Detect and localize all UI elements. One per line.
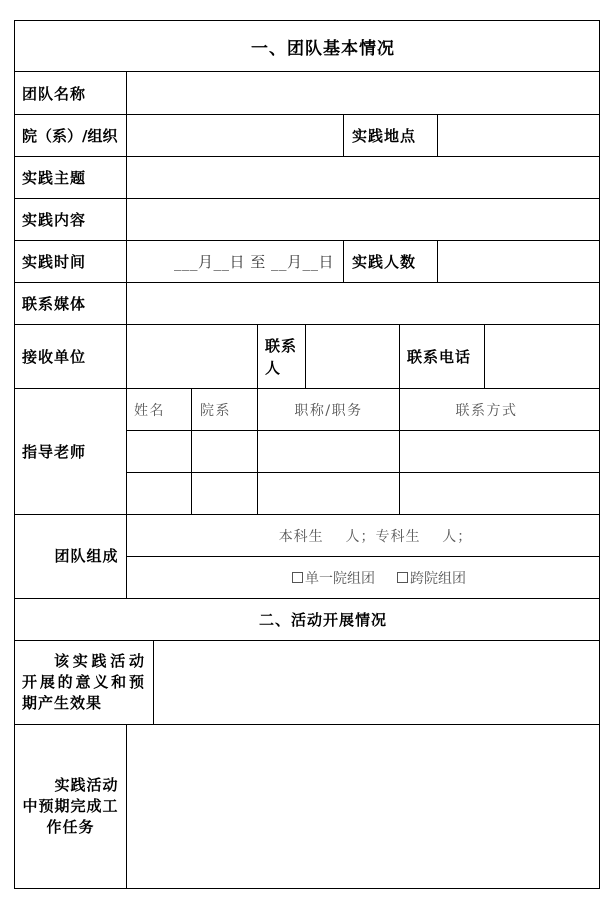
advisor-contact-cell-2[interactable] <box>399 472 600 515</box>
theme-label: 实践主题 <box>14 156 127 199</box>
advisor-column-contact: 联系方式 <box>399 388 600 431</box>
team-composition-label: 团队组成 <box>54 547 119 565</box>
advisor-column-title: 职称/职务 <box>257 388 400 431</box>
section-2-title: 二、活动开展情况 <box>258 611 387 629</box>
location-field[interactable] <box>437 114 600 157</box>
advisor-title-cell-1[interactable] <box>257 430 400 473</box>
option-label-single-college: 单一院组团 <box>305 570 375 587</box>
media-field[interactable] <box>126 282 600 325</box>
time-label: 实践时间 <box>14 240 127 283</box>
team-name-field[interactable] <box>126 71 600 115</box>
content-field[interactable] <box>126 198 600 241</box>
checkbox-square-icon <box>397 572 408 583</box>
contact-phone-field[interactable] <box>484 324 600 389</box>
advisor-title-cell-2[interactable] <box>257 472 400 515</box>
advisor-label: 指导老师 <box>14 388 127 515</box>
contact-phone-label: 联系电话 <box>399 324 485 389</box>
checkbox-cross-college[interactable] <box>397 568 466 588</box>
advisor-department-cell-2[interactable] <box>191 472 258 515</box>
contact-person-field[interactable] <box>305 324 400 389</box>
advisor-contact-cell-1[interactable] <box>399 430 600 473</box>
headcount-field[interactable] <box>437 240 600 283</box>
tasks-label: 实践活动中预期完成工作任务 <box>22 776 119 836</box>
media-label: 联系媒体 <box>14 282 127 325</box>
checkbox-square-icon <box>292 572 303 583</box>
student-count-field[interactable] <box>126 514 600 557</box>
team-name-label: 团队名称 <box>14 71 127 115</box>
team-type-options <box>126 556 600 599</box>
theme-field[interactable] <box>126 156 600 199</box>
student-count-text: 本科生 人；专科生 人； <box>278 528 473 545</box>
department-field[interactable] <box>126 114 344 157</box>
option-label-cross-college: 跨院组团 <box>410 570 466 587</box>
team-composition-label-cell <box>14 514 127 599</box>
advisor-column-department: 院系 <box>191 388 258 431</box>
section-1-title: 一、团队基本情况 <box>251 38 395 59</box>
content-label: 实践内容 <box>14 198 127 241</box>
advisor-name-cell-2[interactable] <box>126 472 192 515</box>
significance-field[interactable] <box>153 640 600 725</box>
significance-label-cell <box>14 640 154 725</box>
significance-label: 该实践活动开展的意义和预期产生效果 <box>22 652 145 712</box>
time-field[interactable] <box>126 240 344 283</box>
host-unit-label: 接收单位 <box>14 324 127 389</box>
tasks-label-cell <box>14 724 127 889</box>
tasks-field[interactable] <box>126 724 600 889</box>
advisor-name-cell-1[interactable] <box>126 430 192 473</box>
host-unit-field[interactable] <box>126 324 258 389</box>
advisor-department-cell-1[interactable] <box>191 430 258 473</box>
section-1-title-row <box>14 20 600 72</box>
contact-person-label: 联系人 <box>265 336 298 377</box>
headcount-label: 实践人数 <box>343 240 438 283</box>
checkbox-single-college[interactable] <box>292 568 375 588</box>
location-label: 实践地点 <box>343 114 438 157</box>
contact-person-label-cell <box>257 324 306 389</box>
time-range-text: ___月__日 至 __月__日 <box>173 253 334 271</box>
section-2-title-row <box>14 598 600 641</box>
advisor-column-name: 姓名 <box>126 388 192 431</box>
department-label: 院（系）/组织 <box>14 114 127 157</box>
